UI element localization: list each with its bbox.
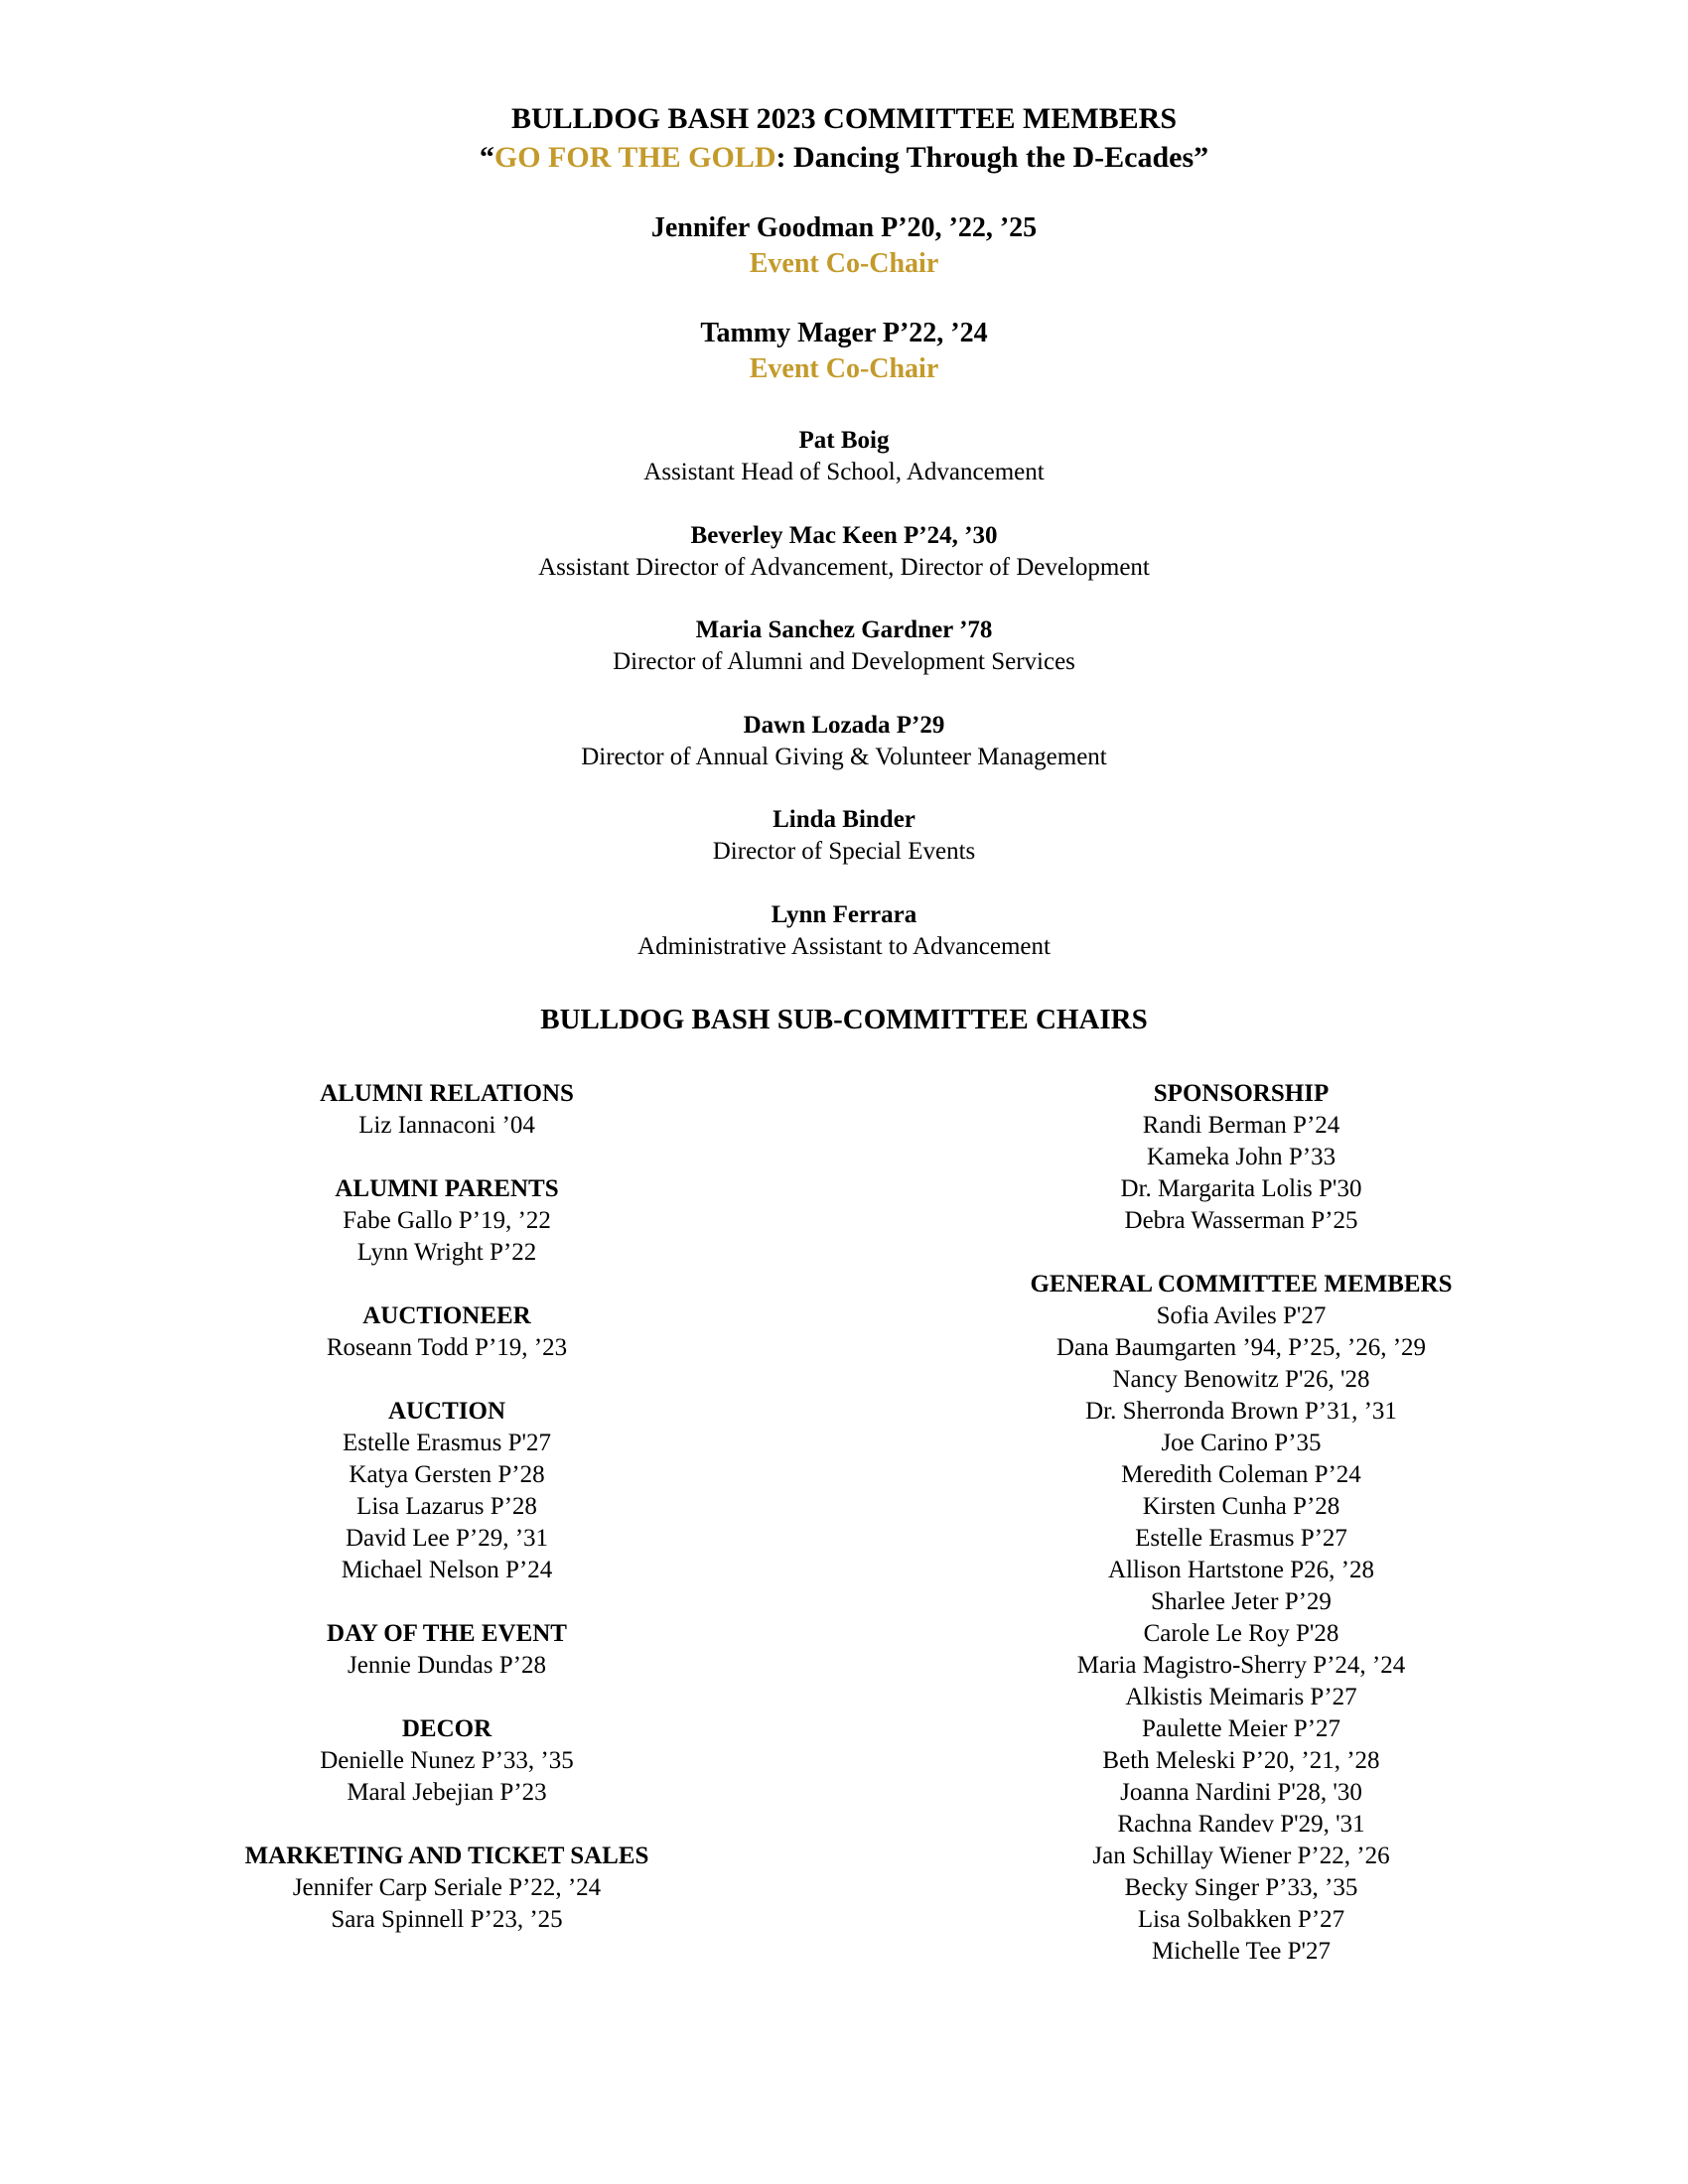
staff-name: Linda Binder bbox=[773, 806, 915, 833]
member-name: Beth Meleski P’20, ’21, ’28 bbox=[1102, 1747, 1380, 1774]
co-chair-entry bbox=[0, 210, 1688, 282]
document-header bbox=[0, 99, 1688, 177]
member-name: Sara Spinnell P’23, ’25 bbox=[331, 1906, 563, 1933]
member-name: Joe Carino P’35 bbox=[1161, 1430, 1322, 1456]
staff-name: Beverley Mac Keen P’24, ’30 bbox=[690, 521, 998, 549]
member-name: Carole Le Roy P'28 bbox=[1143, 1620, 1339, 1647]
member-name: Dr. Sherronda Brown P’31, ’31 bbox=[1085, 1398, 1397, 1425]
member-name: Joanna Nardini P'28, '30 bbox=[1120, 1779, 1362, 1806]
staff-entry bbox=[0, 425, 1688, 520]
member-name: Maria Magistro-Sherry P’24, ’24 bbox=[1076, 1652, 1406, 1679]
group-heading: DAY OF THE EVENT bbox=[327, 1620, 567, 1647]
member-name: Jennifer Carp Seriale P’22, ’24 bbox=[292, 1874, 602, 1901]
theme-gold-text: GO FOR THE GOLD bbox=[493, 141, 776, 174]
group-heading: AUCTION bbox=[387, 1398, 506, 1425]
staff-entry bbox=[0, 520, 1688, 615]
member-name: Katya Gersten P’28 bbox=[349, 1461, 545, 1488]
co-chair-name: Jennifer Goodman P’20, ’22, ’25 bbox=[650, 212, 1038, 243]
member-name: Meredith Coleman P’24 bbox=[1121, 1461, 1361, 1488]
staff-role: Director of Special Events bbox=[712, 838, 976, 865]
member-name: Dana Baumgarten ’94, P’25, ’26, ’29 bbox=[1055, 1334, 1427, 1361]
member-name: Michael Nelson P’24 bbox=[341, 1557, 553, 1583]
committee-group-auctioneer bbox=[149, 1300, 745, 1364]
group-heading: GENERAL COMMITTEE MEMBERS bbox=[1030, 1271, 1453, 1297]
committee-group-auction bbox=[149, 1396, 745, 1586]
staff-section bbox=[0, 425, 1688, 994]
member-name: Kirsten Cunha P’28 bbox=[1142, 1493, 1340, 1520]
member-name: Liz Iannaconi ’04 bbox=[358, 1112, 535, 1139]
staff-role: Administrative Assistant to Advancement bbox=[637, 932, 1051, 960]
member-name: Kameka John P’33 bbox=[1146, 1144, 1336, 1170]
member-name: Dr. Margarita Lolis P'30 bbox=[1120, 1175, 1362, 1202]
staff-entry bbox=[0, 804, 1688, 899]
committee-group-day-of-the-event bbox=[149, 1618, 745, 1682]
member-name: Sofia Aviles P'27 bbox=[1156, 1302, 1327, 1329]
event-theme bbox=[0, 139, 1688, 177]
committee-group-sponsorship bbox=[943, 1078, 1539, 1237]
committee-group-marketing-and-ticket-sales bbox=[149, 1841, 745, 1936]
staff-entry bbox=[0, 710, 1688, 805]
member-name: Denielle Nunez P’33, ’35 bbox=[320, 1747, 574, 1774]
group-heading: ALUMNI RELATIONS bbox=[320, 1080, 574, 1107]
member-name: Lisa Solbakken P’27 bbox=[1137, 1906, 1345, 1933]
member-name: Becky Singer P’33, ’35 bbox=[1124, 1874, 1358, 1901]
staff-role: Director of Alumni and Development Services bbox=[613, 648, 1075, 675]
staff-role: Assistant Director of Advancement, Director of Development bbox=[538, 553, 1150, 581]
member-name: Fabe Gallo P’19, ’22 bbox=[343, 1207, 551, 1234]
member-name: Paulette Meier P’27 bbox=[1142, 1715, 1340, 1742]
staff-role: Assistant Head of School, Advancement bbox=[643, 459, 1045, 485]
group-heading: ALUMNI PARENTS bbox=[335, 1175, 559, 1202]
committee-group-alumni-parents bbox=[149, 1173, 745, 1269]
member-name: Estelle Erasmus P'27 bbox=[342, 1430, 552, 1456]
member-name: Randi Berman P’24 bbox=[1142, 1112, 1340, 1139]
member-name: Nancy Benowitz P'26, '28 bbox=[1112, 1366, 1370, 1393]
sub-committee-heading: BULLDOG BASH SUB-COMMITTEE CHAIRS bbox=[540, 1004, 1148, 1035]
member-name: Sharlee Jeter P’29 bbox=[1151, 1588, 1332, 1615]
member-name: Maral Jebejian P’23 bbox=[347, 1779, 547, 1806]
co-chair-role: Event Co-Chair bbox=[749, 353, 939, 384]
group-heading: DECOR bbox=[401, 1715, 492, 1742]
member-name: Rachna Randev P'29, '31 bbox=[1117, 1811, 1365, 1838]
co-chair-name: Tammy Mager P’22, ’24 bbox=[700, 318, 988, 348]
group-heading: MARKETING AND TICKET SALES bbox=[244, 1843, 649, 1869]
member-name: Michelle Tee P'27 bbox=[1151, 1938, 1332, 1965]
co-chairs-section bbox=[0, 210, 1688, 421]
committee-group-general-committee-members bbox=[943, 1269, 1539, 1968]
co-chair-role: Event Co-Chair bbox=[749, 248, 939, 279]
member-name: Lisa Lazarus P’28 bbox=[356, 1493, 537, 1520]
staff-role: Director of Annual Giving & Volunteer Management bbox=[581, 743, 1107, 770]
member-name: Lynn Wright P’22 bbox=[356, 1239, 537, 1266]
member-name: Estelle Erasmus P’27 bbox=[1135, 1525, 1347, 1552]
staff-name: Pat Boig bbox=[798, 427, 890, 454]
theme-rest-text: : Dancing Through the D-Ecades” bbox=[775, 141, 1209, 174]
member-name: Jennie Dundas P’28 bbox=[348, 1652, 546, 1679]
staff-entry bbox=[0, 614, 1688, 710]
staff-name: Maria Sanchez Gardner ’78 bbox=[695, 616, 993, 643]
member-name: Roseann Todd P’19, ’23 bbox=[326, 1334, 568, 1361]
member-name: Allison Hartstone P26, ’28 bbox=[1107, 1557, 1375, 1583]
left-column bbox=[149, 1078, 745, 1968]
staff-name: Dawn Lozada P’29 bbox=[743, 711, 945, 739]
theme-open-quote: “ bbox=[479, 141, 494, 174]
document-title: BULLDOG BASH 2023 COMMITTEE MEMBERS bbox=[510, 102, 1178, 135]
right-column bbox=[943, 1078, 1539, 1999]
staff-entry bbox=[0, 899, 1688, 995]
member-name: Jan Schillay Wiener P’22, ’26 bbox=[1092, 1843, 1390, 1869]
group-heading: AUCTIONEER bbox=[362, 1302, 531, 1329]
committee-group-decor bbox=[149, 1713, 745, 1809]
co-chair-entry bbox=[0, 316, 1688, 387]
member-name: Alkistis Meimaris P’27 bbox=[1125, 1684, 1357, 1710]
staff-name: Lynn Ferrara bbox=[771, 900, 917, 928]
member-name: David Lee P’29, ’31 bbox=[345, 1525, 549, 1552]
member-name: Debra Wasserman P’25 bbox=[1124, 1207, 1358, 1234]
committee-group-alumni-relations bbox=[149, 1078, 745, 1142]
group-heading: SPONSORSHIP bbox=[1153, 1080, 1330, 1107]
